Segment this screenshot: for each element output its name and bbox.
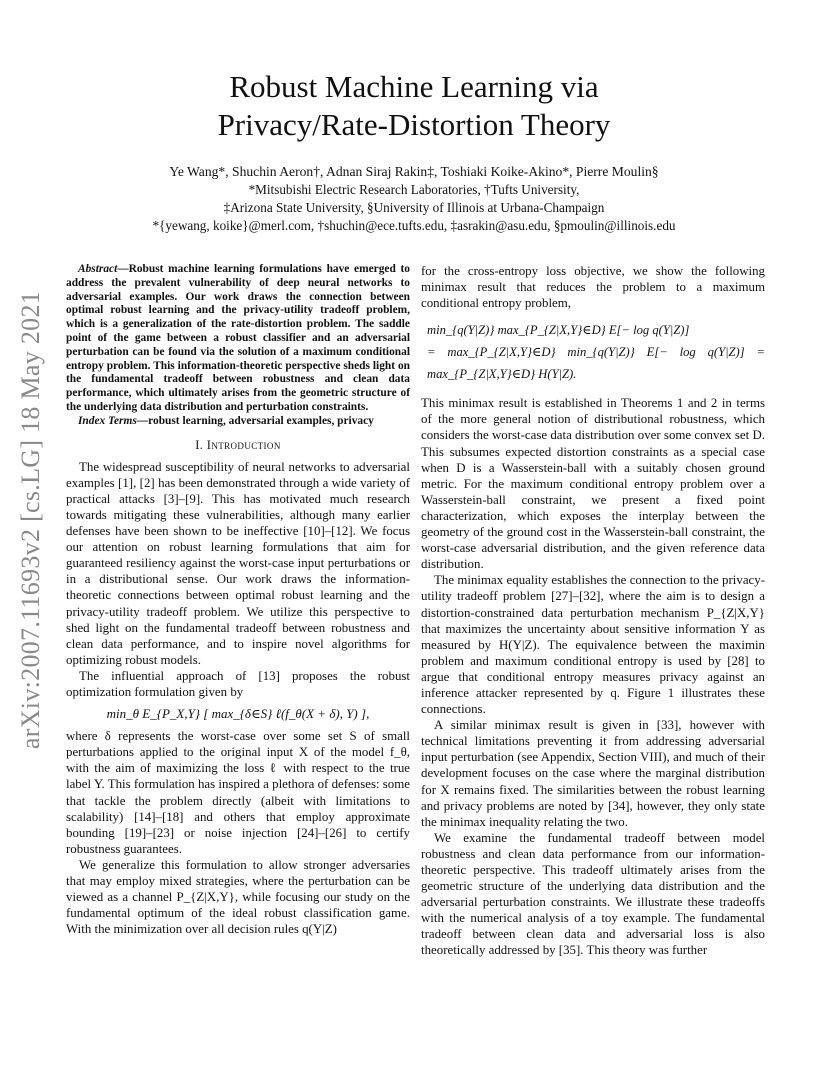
author-emails: *{yewang, koike}@merl.com, †shuchin@ece.tufts.edu, ‡asrakin@asu.edu, §pmoulin@illinois.edu <box>152 218 676 233</box>
right-paragraph-4: We examine the fundamental tradeoff between model robustness and clean data performance from our information-theoretic perspective. This tradeoff ultimately arises from the geometric structure of the underlying data distribution and the adversarial perturbation constraints. We illustrate these tradeoffs with the numerical analysis of a toy example. The fundamental tradeoff between clean data and adversarial loss is also theoretically addressed by [35]. This theory was further <box>421 830 765 958</box>
right-paragraph-0: for the cross-entropy loss objective, we show the following minimax result that reduces the problem to a maximum conditional entropy problem, <box>421 264 765 311</box>
equation-minimax <box>421 319 765 385</box>
title-line-2: Privacy/Rate-Distortion Theory <box>217 107 611 142</box>
left-column <box>66 263 410 937</box>
intro-paragraph-2: The influential approach of [13] proposes the robust optimization formulation given by <box>66 668 410 699</box>
arxiv-stamp <box>14 280 48 760</box>
right-column <box>421 263 765 959</box>
section-heading <box>66 437 410 453</box>
right-paragraph-3: A similar minimax result is given in [33], however with technical limitations preventing it from addressing adversarial input perturbation (see Appendix, Section VIII), and much of their development focuses on the case where the marginal distribution for X remains fixed. The similarities between the robust learning and privacy problems are noted by [34], however, they only state the minimax inequality relating the two. <box>421 718 765 829</box>
affiliation-line-2: ‡Arizona State University, §University of Illinois at Urbana-Champaign <box>223 200 605 215</box>
intro-paragraph-3: where δ represents the worst-case over some set S of small perturbations applied to the original input X of the model f_θ, with the aim of maximizing the loss ℓ with respect to the true label Y. This formulation has inspired a plethora of defenses: some that tackle the problem directly (albeit with limitations to scalability) [14]–[18] and others that employ approximate bounding [19]–[23] or noise injection [24]–[26] to certify robustness guarantees. <box>66 729 410 856</box>
author-block <box>60 163 768 235</box>
section-title: Introduction <box>206 437 281 452</box>
equation-robust-opt: min_θ E_{P_X,Y} [ max_{δ∈S} ℓ(f_θ(X + δ), Y) ], <box>106 706 370 722</box>
right-paragraph-1: This minimax result is established in Theorems 1 and 2 in terms of the more general notion of distributional robustness, which considers the worst-case data distribution over some convex set D. This subsumes expected distortion constraints as a special case when D is a Wasserstein-ball with a suitably chosen ground metric. For the maximum conditional entropy problem over a Wasserstein-ball constraint, we present a fixed point characterization, which exposes the interplay between the geometry of the ground cost in the Wasserstein-ball constraint, the worst-case adversarial distribution, and the given reference data distribution. <box>421 396 765 572</box>
right-paragraph-2: The minimax equality establishes the connection to the privacy-utility tradeoff problem [27]–[32], where the aim is to design a distortion-constrained data perturbation mechanism P_{Z|X,Y} that maximizes the uncertainty about sensitive information Y as measured by H(Y|Z). The equivalence between the maximin problem and maximum conditional entropy is used by [28] to argue that conditional entropy measures privacy against an inference attacker represented by q. Figure 1 illustrates these connections. <box>421 573 765 717</box>
abstract-text: —Robust machine learning formulations have emerged to address the prevalent vulnerability of deep neural networks to adversarial examples. Our work draws the connection between optimal robust learning and the privacy-utility tradeoff problem, which is a generalization of the rate-distortion problem. The saddle point of the game between a robust classifier and an adversarial perturbation can be found via the solution of a maximum conditional entropy problem. This information-theoretic perspective sheds light on the fundamental tradeoff between robustness and clean data performance, which ultimately arises from the geometric structure of the underlying data distribution and perturbation constraints. <box>66 263 410 413</box>
author-names: Ye Wang*, Shuchin Aeron†, Adnan Siraj Rakin‡, Toshiaki Koike-Akino*, Pierre Moulin§ <box>169 164 659 179</box>
index-terms-text: —robust learning, adversarial examples, privacy <box>136 414 374 427</box>
index-terms-label: Index Terms <box>78 414 137 427</box>
index-terms <box>66 415 410 429</box>
affiliation-line-1: *Mitsubishi Electric Research Laboratories, †Tufts University, <box>248 182 580 197</box>
equation-minimax-line-2: = max_{P_{Z|X,Y}∈D} min_{q(Y|Z)} E[− log q(Y|Z)] = max_{P_{Z|X,Y}∈D} H(Y|Z). <box>427 345 765 382</box>
abstract-label: Abstract <box>78 263 118 275</box>
arxiv-stamp-text: arXiv:2007.11693v2 [cs.LG] 18 May 2021 <box>16 290 45 750</box>
title-line-1: Robust Machine Learning via <box>229 69 599 104</box>
intro-paragraph-1: The widespread susceptibility of neural networks to adversarial examples [1], [2] has been demonstrated through a wide variety of practical attacks [3]–[9]. This has motivated much research towards mitigating these vulnerabilities, although many earlier defenses have been shown to be ineffective [10]–[12]. We focus our attention on robust learning formulations that aim for guaranteed resiliency against the worst-case input perturbations or in a distributional sense. Our work draws the information-theoretic connections between optimal robust learning and the privacy-utility tradeoff problem. We utilize this perspective to shed light on the fundamental tradeoff between robustness and clean data performance, and to inspire novel algorithms for optimizing robust models. <box>66 459 410 667</box>
intro-paragraph-4: We generalize this formulation to allow stronger adversaries that may employ mixed strategies, where the perturbation can be viewed as a channel P_{Z|X,Y}, while focusing our study on the fundamental optimum of the ideal robust classification game. With the minimization over all decision rules q(Y|Z) <box>66 857 410 937</box>
paper-title <box>60 68 768 144</box>
section-number: I. <box>195 437 204 452</box>
abstract <box>66 263 410 415</box>
equation-minimax-line-1: min_{q(Y|Z)} max_{P_{Z|X,Y}∈D} E[− log q(Y|Z)] <box>427 323 690 338</box>
